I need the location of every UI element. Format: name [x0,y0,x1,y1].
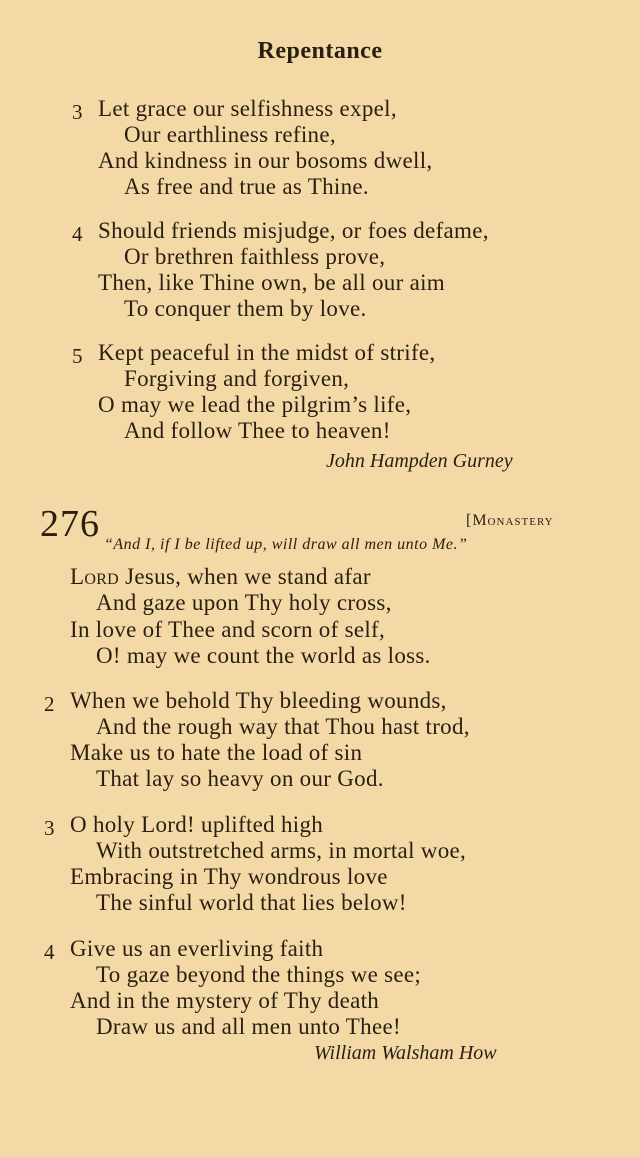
verse-line: And in the mystery of Thy death [70,988,380,1013]
hymn-276-author: William Walsham How [314,1042,497,1064]
verse-line: Kept peaceful in the midst of strife, [98,340,436,365]
stanza-number: 3 [72,100,83,124]
verse-line: With outstretched arms, in mortal woe, [96,838,467,863]
verse-line: Give us an everliving faith [70,936,324,961]
stanza-number: 3 [44,816,55,840]
stanza-number: 2 [44,692,55,716]
verse-line: Should friends misjudge, or foes defame, [98,218,489,243]
verse-line: Make us to hate the load of sin [70,740,363,765]
verse-line: Our earthliness refine, [124,122,336,147]
verse-line: Let grace our selfishness expel, [98,96,397,121]
verse-line: The sinful world that lies below! [96,890,407,915]
verse-line: And kindness in our bosoms dwell, [98,148,433,173]
verse-line: Embracing in Thy wondrous love [70,864,388,889]
verse-line: And the rough way that Thou hast trod, [96,714,470,739]
verse-line: That lay so heavy on our God. [96,766,384,791]
verse-line: O may we lead the pilgrim’s life, [98,392,412,417]
verse-line: And follow Thee to heaven! [124,418,391,443]
verse-line: And gaze upon Thy holy cross, [96,590,392,615]
hymn-number: 276 [40,503,100,545]
verse-line: Or brethren faithless prove, [124,244,386,269]
verse-line: O! may we count the world as loss. [96,643,431,668]
tune-name: [Monastery [466,512,554,529]
verse-line: O holy Lord! uplifted high [70,812,324,837]
verse-line [70,564,371,590]
hymn-motto: “And I, if I be lifted up, will draw all men unto Me.” [104,536,468,553]
stanza-number: 5 [72,344,83,368]
verse-line: Then, like Thine own, be all our aim [98,270,445,295]
stanza-number: 4 [72,222,83,246]
verse-line: When we behold Thy bleeding wounds, [70,688,447,713]
first-word: Lord [70,564,120,589]
verse-line: To conquer them by love. [124,296,367,321]
verse-line: Draw us and all men unto Thee! [96,1014,401,1039]
stanza-number: 4 [44,940,55,964]
hymn-275-author: John Hampden Gurney [326,450,513,472]
first-line-rest: Jesus, when we stand afar [119,564,371,589]
verse-line: Forgiving and forgiven, [124,366,350,391]
verse-line: As free and true as Thine. [124,174,369,199]
verse-line: In love of Thee and scorn of self, [70,617,386,642]
page-header: Repentance [257,38,383,64]
verse-line: To gaze beyond the things we see; [96,962,422,987]
